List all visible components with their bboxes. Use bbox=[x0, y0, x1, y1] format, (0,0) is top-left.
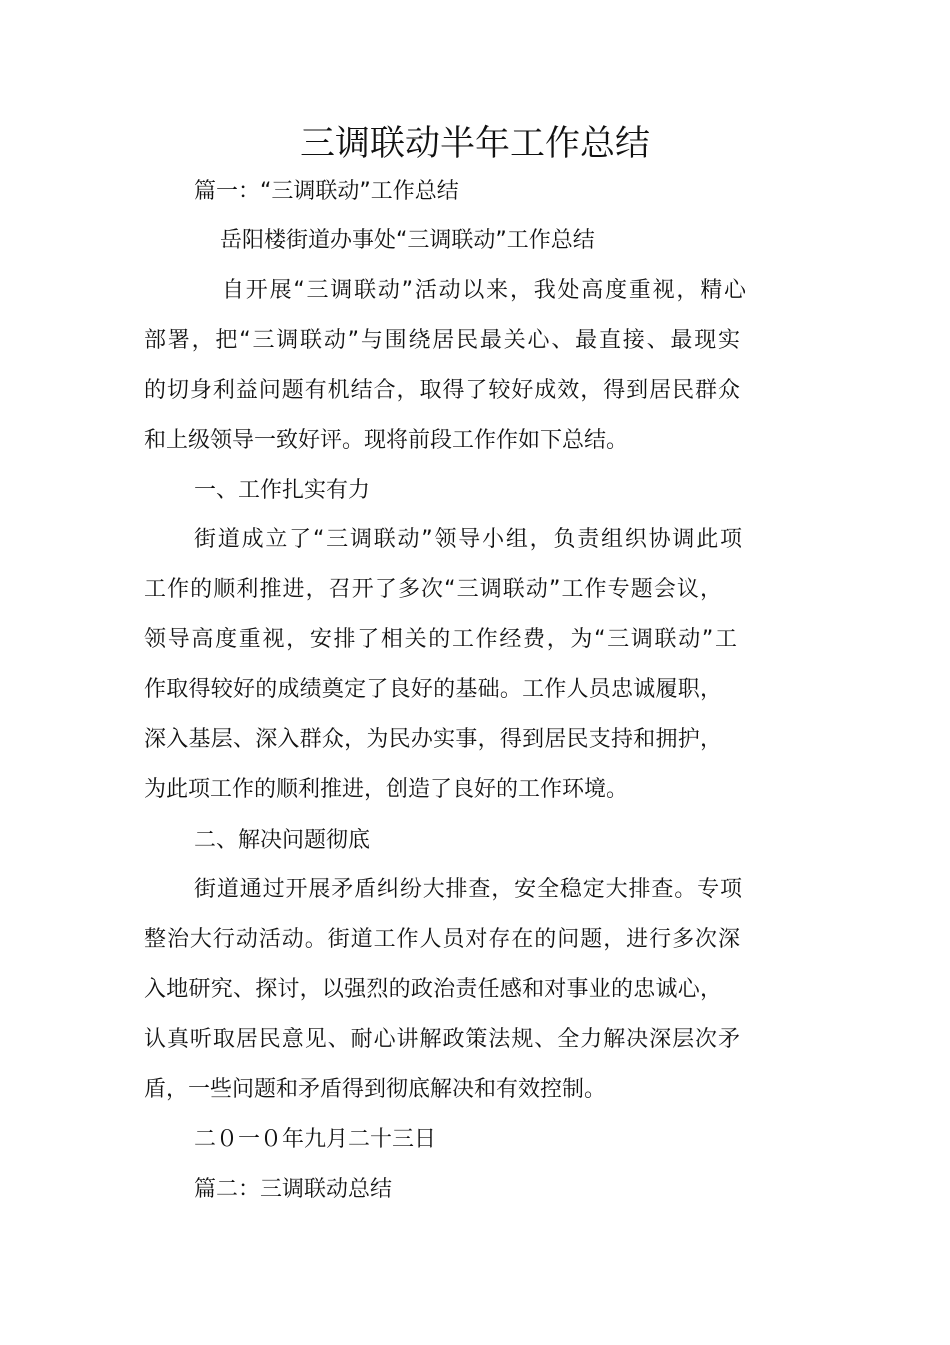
section1-heading: 一、工作扎实有力 bbox=[194, 478, 371, 503]
intro-line: 的切身利益问题有机结合，取得了较好成效，得到居民群众 bbox=[144, 378, 740, 403]
section1-line: 领导高度重视，安排了相关的工作经费，为“三调联动”工 bbox=[144, 627, 737, 652]
intro-line: 部署，把“三调联动”与围绕居民最关心、最直接、最现实 bbox=[144, 328, 740, 353]
section1-line: 为此项工作的顺利推进，创造了良好的工作环境。 bbox=[144, 777, 629, 802]
section1-line: 深入基层、深入群众，为民办实事，得到居民支持和拥护， bbox=[144, 727, 722, 752]
section1-line: 街道成立了“三调联动”领导小组，负责组织协调此项 bbox=[194, 527, 742, 552]
section2-heading: 二、解决问题彻底 bbox=[194, 828, 371, 853]
document-date: 二０一０年九月二十三日 bbox=[194, 1127, 437, 1152]
section1-line: 作取得较好的成绩奠定了良好的基础。工作人员忠诚履职， bbox=[144, 677, 722, 702]
section2-line: 盾，一些问题和矛盾得到彻底解决和有效控制。 bbox=[144, 1077, 607, 1102]
section2-line: 街道通过开展矛盾纠纷大排查，安全稳定大排查。专项 bbox=[194, 877, 742, 902]
intro-line: 自开展“三调联动”活动以来，我处高度重视，精心 bbox=[222, 278, 746, 303]
document-title: 三调联动半年工作总结 bbox=[299, 124, 650, 164]
part1-heading: 篇一：“三调联动”工作总结 bbox=[194, 179, 459, 204]
intro-line: 和上级领导一致好评。现将前段工作作如下总结。 bbox=[144, 428, 629, 453]
section2-line: 整治大行动活动。街道工作人员对存在的问题，进行多次深 bbox=[144, 927, 740, 952]
section1-line: 工作的顺利推进，召开了多次“三调联动”工作专题会议， bbox=[144, 577, 722, 602]
part2-heading: 篇二：三调联动总结 bbox=[194, 1177, 393, 1202]
section2-line: 入地研究、探讨，以强烈的政治责任感和对事业的忠诚心， bbox=[144, 977, 722, 1002]
document-subtitle: 岳阳楼街道办事处“三调联动”工作总结 bbox=[220, 228, 595, 253]
section2-line: 认真听取居民意见、耐心讲解政策法规、全力解决深层次矛 bbox=[144, 1027, 740, 1052]
